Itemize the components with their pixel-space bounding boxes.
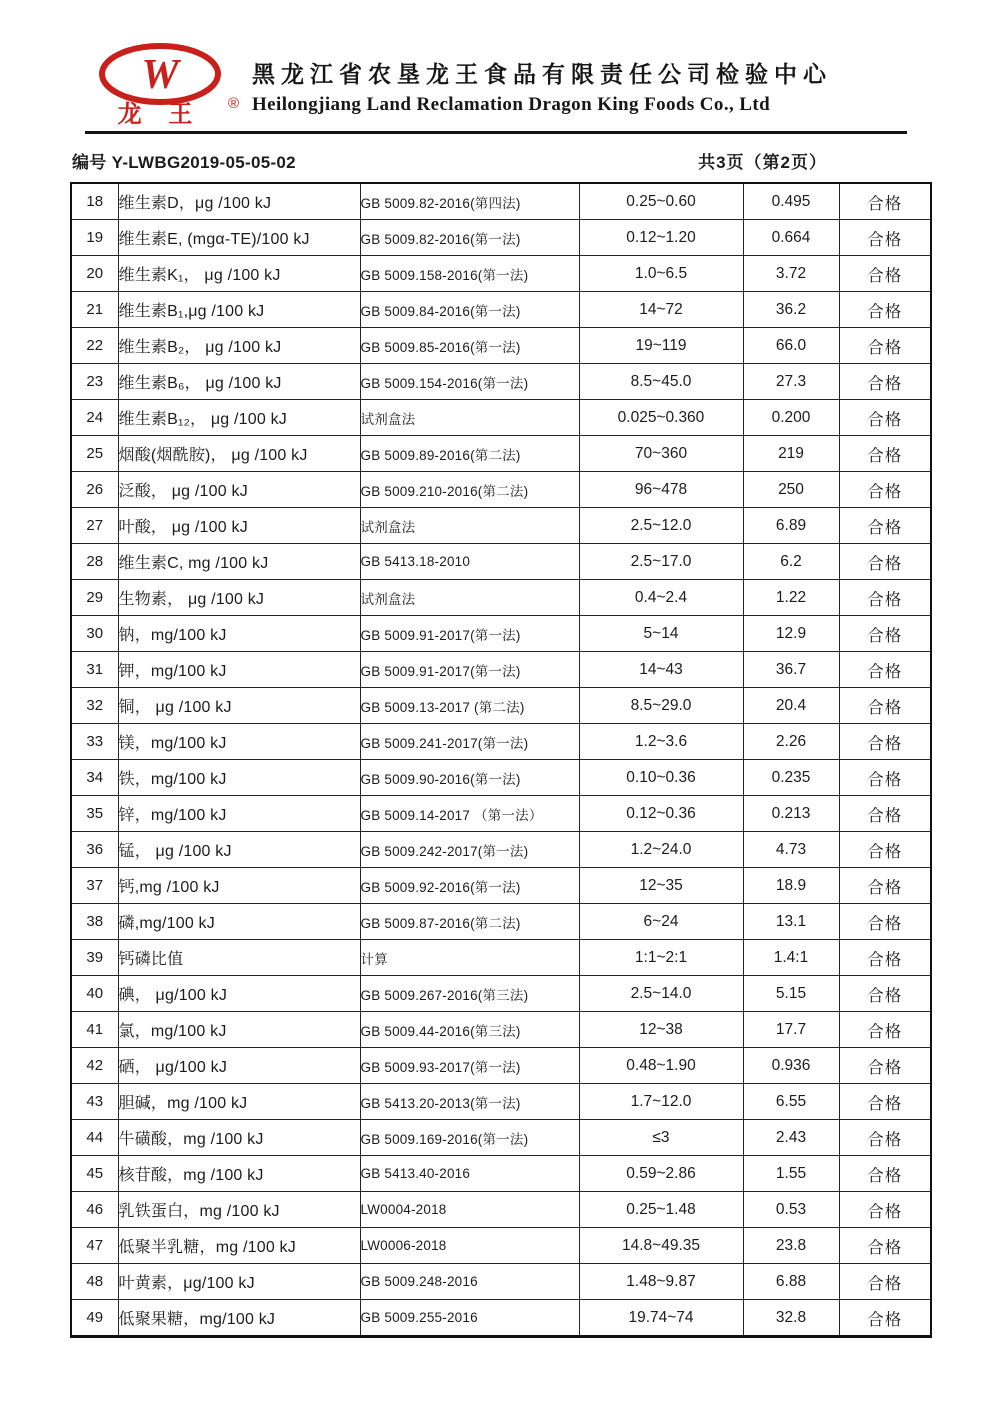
dragon-king-logo-icon	[94, 42, 274, 130]
conclusion-cell: 合格	[839, 400, 931, 436]
row-number-cell: 18	[71, 183, 118, 220]
table-row	[71, 1084, 931, 1120]
result-cell: 1.22	[743, 580, 839, 616]
result-cell: 0.213	[743, 796, 839, 832]
table-row	[71, 544, 931, 580]
table-row	[71, 904, 931, 940]
standard-range-cell: 8.5~29.0	[579, 688, 743, 724]
item-name-cell: 叶黄素，μg/100 kJ	[118, 1264, 360, 1300]
item-name-cell: 钾，mg/100 kJ	[118, 652, 360, 688]
table-row	[71, 220, 931, 256]
table-row	[71, 1300, 931, 1337]
table-row	[71, 436, 931, 472]
table-row	[71, 364, 931, 400]
table-row	[71, 183, 931, 220]
item-name-cell: 泛酸， μg /100 kJ	[118, 472, 360, 508]
result-cell: 1.4:1	[743, 940, 839, 976]
table-row	[71, 616, 931, 652]
conclusion-cell: 合格	[839, 724, 931, 760]
standard-range-cell: 0.025~0.360	[579, 400, 743, 436]
result-cell: 20.4	[743, 688, 839, 724]
conclusion-cell: 合格	[839, 1300, 931, 1337]
table-row	[71, 1048, 931, 1084]
row-number-cell: 19	[71, 220, 118, 256]
conclusion-cell: 合格	[839, 652, 931, 688]
standard-range-cell: 2.5~17.0	[579, 544, 743, 580]
page-indicator: 共3页（第2页）	[698, 153, 827, 172]
header-divider	[85, 131, 907, 134]
test-method-cell: GB 5009.82-2016(第四法)	[360, 183, 579, 220]
result-cell: 18.9	[743, 868, 839, 904]
row-number-cell: 23	[71, 364, 118, 400]
test-method-cell: GB 5009.89-2016(第二法)	[360, 436, 579, 472]
result-cell: 12.9	[743, 616, 839, 652]
row-number-cell: 33	[71, 724, 118, 760]
conclusion-cell: 合格	[839, 1264, 931, 1300]
result-cell: 27.3	[743, 364, 839, 400]
test-method-cell: GB 5009.93-2017(第一法)	[360, 1048, 579, 1084]
standard-range-cell: 1.0~6.5	[579, 256, 743, 292]
row-number-cell: 49	[71, 1300, 118, 1337]
result-cell: 5.15	[743, 976, 839, 1012]
table-row	[71, 688, 931, 724]
row-number-cell: 32	[71, 688, 118, 724]
standard-range-cell: 0.48~1.90	[579, 1048, 743, 1084]
test-method-cell: GB 5009.90-2016(第一法)	[360, 760, 579, 796]
standard-range-cell: 12~35	[579, 868, 743, 904]
standard-range-cell: 14~72	[579, 292, 743, 328]
result-cell: 2.43	[743, 1120, 839, 1156]
row-number-cell: 27	[71, 508, 118, 544]
result-cell: 32.8	[743, 1300, 839, 1337]
table-row	[71, 976, 931, 1012]
results-table-body	[71, 183, 931, 1337]
item-name-cell: 氯，mg/100 kJ	[118, 1012, 360, 1048]
result-cell: 3.72	[743, 256, 839, 292]
result-cell: 6.88	[743, 1264, 839, 1300]
item-name-cell: 维生素B₂， μg /100 kJ	[118, 328, 360, 364]
conclusion-cell: 合格	[839, 1228, 931, 1264]
item-name-cell: 烟酸(烟酰胺)， μg /100 kJ	[118, 436, 360, 472]
company-name-english: Heilongjiang Land Reclamation Dragon King Foods Co., Ltd	[252, 94, 771, 115]
conclusion-cell: 合格	[839, 832, 931, 868]
result-cell: 13.1	[743, 904, 839, 940]
item-name-cell: 钠，mg/100 kJ	[118, 616, 360, 652]
item-name-cell: 胆碱，mg /100 kJ	[118, 1084, 360, 1120]
result-cell: 2.26	[743, 724, 839, 760]
table-row	[71, 832, 931, 868]
item-name-cell: 镁，mg/100 kJ	[118, 724, 360, 760]
row-number-cell: 31	[71, 652, 118, 688]
conclusion-cell: 合格	[839, 1048, 931, 1084]
test-method-cell: 试剂盒法	[360, 580, 579, 616]
row-number-cell: 21	[71, 292, 118, 328]
standard-range-cell: 0.10~0.36	[579, 760, 743, 796]
test-method-cell: GB 5009.14-2017 （第一法）	[360, 796, 579, 832]
result-cell: 6.55	[743, 1084, 839, 1120]
standard-range-cell: 6~24	[579, 904, 743, 940]
table-row	[71, 580, 931, 616]
standard-range-cell: 0.25~1.48	[579, 1192, 743, 1228]
table-row	[71, 868, 931, 904]
conclusion-cell: 合格	[839, 868, 931, 904]
standard-range-cell: 1.2~3.6	[579, 724, 743, 760]
document-meta	[70, 148, 930, 174]
standard-range-cell: 0.4~2.4	[579, 580, 743, 616]
standard-range-cell: ≤3	[579, 1120, 743, 1156]
item-name-cell: 铁，mg/100 kJ	[118, 760, 360, 796]
conclusion-cell: 合格	[839, 940, 931, 976]
conclusion-cell: 合格	[839, 328, 931, 364]
test-method-cell: GB 5009.248-2016	[360, 1264, 579, 1300]
test-method-cell: GB 5009.210-2016(第二法)	[360, 472, 579, 508]
conclusion-cell: 合格	[839, 472, 931, 508]
row-number-cell: 24	[71, 400, 118, 436]
item-name-cell: 维生素B₁,μg /100 kJ	[118, 292, 360, 328]
item-name-cell: 钙磷比值	[118, 940, 360, 976]
result-cell: 0.936	[743, 1048, 839, 1084]
document-number	[72, 148, 296, 173]
result-cell: 0.235	[743, 760, 839, 796]
standard-range-cell: 1.2~24.0	[579, 832, 743, 868]
row-number-cell: 43	[71, 1084, 118, 1120]
test-method-cell: GB 5009.92-2016(第一法)	[360, 868, 579, 904]
row-number-cell: 45	[71, 1156, 118, 1192]
standard-range-cell: 5~14	[579, 616, 743, 652]
item-name-cell: 维生素C, mg /100 kJ	[118, 544, 360, 580]
test-method-cell: 试剂盒法	[360, 508, 579, 544]
results-table	[70, 182, 932, 1338]
table-row	[71, 508, 931, 544]
standard-range-cell: 70~360	[579, 436, 743, 472]
standard-range-cell: 19.74~74	[579, 1300, 743, 1337]
table-row	[71, 1156, 931, 1192]
standard-range-cell: 2.5~12.0	[579, 508, 743, 544]
item-name-cell: 硒， μg/100 kJ	[118, 1048, 360, 1084]
result-cell: 66.0	[743, 328, 839, 364]
registered-trademark-icon: ®	[228, 95, 240, 112]
test-method-cell: GB 5009.82-2016(第一法)	[360, 220, 579, 256]
result-cell: 0.495	[743, 183, 839, 220]
conclusion-cell: 合格	[839, 220, 931, 256]
conclusion-cell: 合格	[839, 1156, 931, 1192]
table-row	[71, 796, 931, 832]
row-number-cell: 40	[71, 976, 118, 1012]
table-row	[71, 1192, 931, 1228]
test-method-cell: GB 5009.158-2016(第一法)	[360, 256, 579, 292]
item-name-cell: 叶酸， μg /100 kJ	[118, 508, 360, 544]
row-number-cell: 28	[71, 544, 118, 580]
conclusion-cell: 合格	[839, 256, 931, 292]
item-name-cell: 维生素B₁₂， μg /100 kJ	[118, 400, 360, 436]
result-cell: 0.53	[743, 1192, 839, 1228]
table-row	[71, 472, 931, 508]
test-method-cell: GB 5009.87-2016(第二法)	[360, 904, 579, 940]
table-row	[71, 1012, 931, 1048]
test-method-cell: GB 5009.91-2017(第一法)	[360, 652, 579, 688]
table-row	[71, 724, 931, 760]
item-name-cell: 维生素E, (mgα-TE)/100 kJ	[118, 220, 360, 256]
item-name-cell: 核苷酸，mg /100 kJ	[118, 1156, 360, 1192]
row-number-cell: 38	[71, 904, 118, 940]
item-name-cell: 锌，mg/100 kJ	[118, 796, 360, 832]
item-name-cell: 维生素D，μg /100 kJ	[118, 183, 360, 220]
standard-range-cell: 0.59~2.86	[579, 1156, 743, 1192]
item-name-cell: 维生素K₁， μg /100 kJ	[118, 256, 360, 292]
item-name-cell: 维生素B₆， μg /100 kJ	[118, 364, 360, 400]
standard-range-cell: 96~478	[579, 472, 743, 508]
row-number-cell: 22	[71, 328, 118, 364]
result-cell: 0.664	[743, 220, 839, 256]
item-name-cell: 低聚果糖，mg/100 kJ	[118, 1300, 360, 1337]
test-method-cell: GB 5413.18-2010	[360, 544, 579, 580]
item-name-cell: 钙,mg /100 kJ	[118, 868, 360, 904]
logo-brand-name: 龙 王	[117, 101, 203, 128]
row-number-cell: 39	[71, 940, 118, 976]
test-method-cell: GB 5009.267-2016(第三法)	[360, 976, 579, 1012]
table-row	[71, 940, 931, 976]
table-row	[71, 1228, 931, 1264]
conclusion-cell: 合格	[839, 688, 931, 724]
row-number-cell: 48	[71, 1264, 118, 1300]
conclusion-cell: 合格	[839, 1192, 931, 1228]
test-method-cell: GB 5009.169-2016(第一法)	[360, 1120, 579, 1156]
row-number-cell: 42	[71, 1048, 118, 1084]
conclusion-cell: 合格	[839, 183, 931, 220]
test-method-cell: LW0006-2018	[360, 1228, 579, 1264]
standard-range-cell: 1.48~9.87	[579, 1264, 743, 1300]
test-method-cell: GB 5009.242-2017(第一法)	[360, 832, 579, 868]
row-number-cell: 44	[71, 1120, 118, 1156]
table-row	[71, 400, 931, 436]
test-method-cell: GB 5009.13-2017 (第二法)	[360, 688, 579, 724]
table-row	[71, 292, 931, 328]
test-method-cell: 计算	[360, 940, 579, 976]
standard-range-cell: 1.7~12.0	[579, 1084, 743, 1120]
test-method-cell: GB 5009.241-2017(第一法)	[360, 724, 579, 760]
row-number-cell: 46	[71, 1192, 118, 1228]
test-method-cell: GB 5009.91-2017(第一法)	[360, 616, 579, 652]
row-number-cell: 35	[71, 796, 118, 832]
table-row	[71, 1264, 931, 1300]
conclusion-cell: 合格	[839, 580, 931, 616]
conclusion-cell: 合格	[839, 1012, 931, 1048]
result-cell: 23.8	[743, 1228, 839, 1264]
result-cell: 4.73	[743, 832, 839, 868]
result-cell: 250	[743, 472, 839, 508]
item-name-cell: 生物素， μg /100 kJ	[118, 580, 360, 616]
company-logo	[94, 42, 274, 130]
conclusion-cell: 合格	[839, 616, 931, 652]
conclusion-cell: 合格	[839, 508, 931, 544]
row-number-cell: 29	[71, 580, 118, 616]
item-name-cell: 牛磺酸，mg /100 kJ	[118, 1120, 360, 1156]
standard-range-cell: 8.5~45.0	[579, 364, 743, 400]
result-cell: 36.2	[743, 292, 839, 328]
conclusion-cell: 合格	[839, 436, 931, 472]
test-method-cell: GB 5413.20-2013(第一法)	[360, 1084, 579, 1120]
item-name-cell: 磷,mg/100 kJ	[118, 904, 360, 940]
conclusion-cell: 合格	[839, 796, 931, 832]
table-row	[71, 1120, 931, 1156]
result-cell: 219	[743, 436, 839, 472]
standard-range-cell: 19~119	[579, 328, 743, 364]
standard-range-cell: 0.25~0.60	[579, 183, 743, 220]
test-method-cell: GB 5009.255-2016	[360, 1300, 579, 1337]
conclusion-cell: 合格	[839, 1120, 931, 1156]
standard-range-cell: 14~43	[579, 652, 743, 688]
conclusion-cell: 合格	[839, 292, 931, 328]
item-name-cell: 碘， μg/100 kJ	[118, 976, 360, 1012]
conclusion-cell: 合格	[839, 544, 931, 580]
item-name-cell: 乳铁蛋白，mg /100 kJ	[118, 1192, 360, 1228]
standard-range-cell: 12~38	[579, 1012, 743, 1048]
row-number-cell: 34	[71, 760, 118, 796]
table-row	[71, 256, 931, 292]
logo-monogram: W	[141, 52, 179, 98]
test-method-cell: GB 5009.85-2016(第一法)	[360, 328, 579, 364]
item-name-cell: 锰， μg /100 kJ	[118, 832, 360, 868]
row-number-cell: 30	[71, 616, 118, 652]
conclusion-cell: 合格	[839, 364, 931, 400]
table-row	[71, 760, 931, 796]
header-titles	[252, 56, 852, 116]
result-cell: 1.55	[743, 1156, 839, 1192]
conclusion-cell: 合格	[839, 760, 931, 796]
test-method-cell: LW0004-2018	[360, 1192, 579, 1228]
result-cell: 6.89	[743, 508, 839, 544]
standard-range-cell: 14.8~49.35	[579, 1228, 743, 1264]
company-name-chinese: 黑龙江省农垦龙王食品有限责任公司检验中心	[252, 62, 832, 87]
row-number-cell: 26	[71, 472, 118, 508]
row-number-cell: 36	[71, 832, 118, 868]
conclusion-cell: 合格	[839, 1084, 931, 1120]
row-number-cell: 25	[71, 436, 118, 472]
row-number-cell: 20	[71, 256, 118, 292]
test-method-cell: GB 5009.84-2016(第一法)	[360, 292, 579, 328]
test-method-cell: GB 5009.44-2016(第三法)	[360, 1012, 579, 1048]
conclusion-cell: 合格	[839, 904, 931, 940]
standard-range-cell: 1:1~2:1	[579, 940, 743, 976]
document-number-label: 编号	[72, 153, 107, 172]
table-row	[71, 652, 931, 688]
conclusion-cell: 合格	[839, 976, 931, 1012]
test-method-cell: GB 5413.40-2016	[360, 1156, 579, 1192]
standard-range-cell: 0.12~1.20	[579, 220, 743, 256]
item-name-cell: 铜， μg /100 kJ	[118, 688, 360, 724]
standard-range-cell: 0.12~0.36	[579, 796, 743, 832]
result-cell: 17.7	[743, 1012, 839, 1048]
table-row	[71, 328, 931, 364]
test-method-cell: GB 5009.154-2016(第一法)	[360, 364, 579, 400]
row-number-cell: 41	[71, 1012, 118, 1048]
test-method-cell: 试剂盒法	[360, 400, 579, 436]
item-name-cell: 低聚半乳糖，mg /100 kJ	[118, 1228, 360, 1264]
result-cell: 36.7	[743, 652, 839, 688]
row-number-cell: 37	[71, 868, 118, 904]
row-number-cell: 47	[71, 1228, 118, 1264]
standard-range-cell: 2.5~14.0	[579, 976, 743, 1012]
result-cell: 6.2	[743, 544, 839, 580]
document-number-value: Y-LWBG2019-05-05-02	[111, 153, 296, 172]
result-cell: 0.200	[743, 400, 839, 436]
